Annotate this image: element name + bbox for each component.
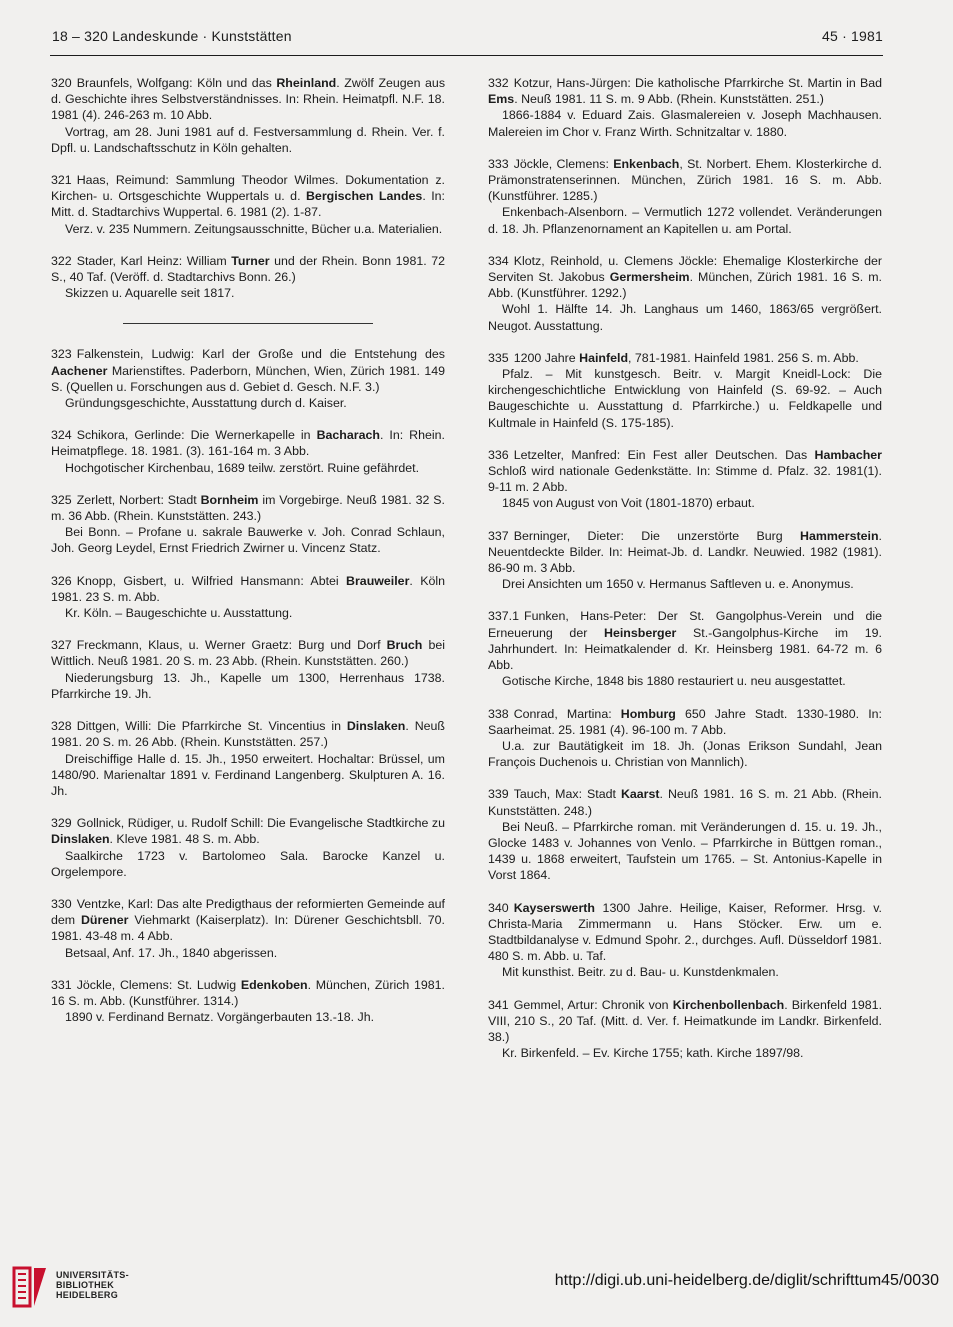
entry-text-before: Dittgen, Willi: Die Pfarrkirche St. Vincentius in: [76, 719, 347, 734]
entry-number: 331: [51, 977, 72, 992]
entry-text-after: . Neuentdeckte Bilder. In: Heimat-Jb. d. Landkr. Neuwied. 1982 (1981). 86-90 m. 3 Abb.: [488, 528, 882, 576]
entry-citation: [488, 75, 882, 107]
entry-annotation: Saalkirche 1723 v. Bartolomeo Sala. Barocke Kanzel u. Orgelempore.: [51, 848, 445, 879]
bibliography-entry-324: [51, 427, 445, 476]
entry-text-before: Jöckle, Clemens: St. Ludwig: [76, 977, 241, 992]
bibliography-entry-323: [51, 346, 445, 411]
entry-place-keyword: Aachener: [51, 363, 108, 378]
header-rule: [50, 55, 883, 56]
entry-annotation: Hochgotischer Kirchenbau, 1689 teilw. zerstört. Ruine gefährdet.: [65, 460, 420, 475]
source-url-link[interactable]: http://digi.ub.uni-heidelberg.de/diglit/schrifttum45/0030: [554, 1272, 939, 1289]
entry-number: 337: [488, 528, 509, 543]
bibliography-entry-337.1: [488, 608, 882, 689]
entry-number: 338: [488, 706, 509, 721]
entry-text-before: Haas, Reimund: Sammlung Theodor Wilmes. Dokumentation z. Kirchen- u. Ortsgeschichte Wuppertals u. d.: [51, 173, 445, 204]
entry-citation: [488, 253, 882, 302]
entry-annotation: Gründungsgeschichte, Ausstattung durch d. Kaiser.: [65, 396, 347, 411]
entry-place-keyword: Rheinland: [276, 76, 337, 90]
entry-text-after: , 781-1981. Hainfeld 1981. 256 S. m. Abb.: [628, 350, 859, 365]
entry-text-before: Gollnick, Rüdiger, u. Rudolf Schill: Die Evangelische Stadtkirche zu: [76, 816, 445, 831]
section-separator: [123, 323, 373, 324]
entry-annotation: Pfalz. – Mit kunstgesch. Beitr. v. Margit Kneidl-Lock: Die kirchengeschichtliche Entwicklung von Hainfeld (S. 69-92. – Auch Baugeschichte u. Ausstattung d. Pfarrkirche.) u. Feldkapelle und Kultmale in Hainfeld (S. 175-185).: [488, 367, 882, 430]
entry-text-after: Viehmarkt (Kaiserplatz). In: Dürener Geschichtsbll. 70. 1981. 43-48 m. 4 Abb.: [51, 913, 445, 944]
entry-text-before: Falkenstein, Ludwig: Karl der Große und die Entstehung des: [76, 347, 445, 362]
entry-text-after: . Neuß 1981. 20 S. m. 26 Abb. (Rhein. Kunststätten. 257.): [51, 719, 445, 750]
entry-text-before: Conrad, Martina:: [513, 706, 621, 721]
entry-text-before: Gemmel, Artur: Chronik von: [513, 997, 673, 1012]
entry-place-keyword: Bornheim: [200, 492, 259, 507]
entry-annotation: Bei Neuß. – Pfarrkirche roman. mit Veränderungen d. 15. u. 19. Jh., Glocke 1483 v. Johannes von Venlo. – Pfarrkirche in Büttgen roman., 1439 u. 1868 erweitert, Taufstein um 1765. – St. Antonius-Kapelle in Vorst 1864.: [488, 819, 882, 883]
bibliography-entry-333: [488, 156, 882, 237]
entry-text-before: Freckmann, Klaus, u. Werner Graetz: Burg und Dorf: [76, 638, 387, 653]
entry-place-keyword: Homburg: [620, 706, 676, 721]
entry-citation: [488, 447, 882, 496]
entry-number: 341: [488, 997, 509, 1012]
entry-place-keyword: Bergischen Landes: [305, 189, 423, 204]
entry-place-keyword: Bacharach: [316, 428, 380, 443]
entry-place-keyword: Dinslaken: [51, 832, 110, 847]
entry-number: 321: [51, 173, 72, 188]
library-logo-text: [56, 1270, 129, 1300]
entry-text-after: St.-Gangolphus-Kirche im 19. Jahrhundert. In: Heimatkalender d. Kr. Heinsberg 1981. 64-72 m. 6 Abb.: [488, 625, 882, 673]
entry-citation: [51, 718, 445, 750]
entry-text-after: , St. Norbert. Ehem. Klosterkirche d. Prämonstratenserinnen. München, Zürich 1981. 16 S. m. Abb. (Kunstführer. 1285.): [488, 156, 882, 204]
bibliography-entry-322: [51, 253, 445, 302]
entry-citation: [488, 350, 882, 366]
entry-place-keyword: Brauweiler: [346, 573, 410, 588]
entry-annotation: U.a. zur Bautätigkeit im 18. Jh. (Jonas Erikson Sundahl, Jean François Duchenois u. Christian von Mannlich).: [488, 738, 882, 770]
bibliography-entry-332: [488, 75, 882, 140]
entry-number: 330: [51, 896, 72, 911]
entry-place-keyword: Ems: [488, 92, 515, 107]
entry-citation: [51, 492, 445, 524]
entry-text-after: . Neuß 1981. 16 S. m. 21 Abb. (Rhein. Kunststätten. 248.): [488, 787, 882, 818]
entry-place-keyword: Bruch: [386, 638, 423, 653]
entry-number: 336: [488, 447, 509, 462]
entry-number: 322: [51, 253, 72, 268]
entry-text-before: Tauch, Max: Stadt: [513, 787, 621, 802]
entry-annotation: 1845 von August von Voit (1801-1870) erbaut.: [502, 496, 755, 511]
entry-text-after: . In: Mitt. d. Stadtarchivs Wuppertal. 6. 1981 (2). 1-87.: [51, 189, 445, 220]
bibliography-entry-340: [488, 900, 882, 981]
entry-text-before: Jöckle, Clemens:: [513, 156, 614, 171]
entry-number: 325: [51, 492, 72, 507]
entry-citation: [488, 706, 882, 738]
entry-citation: [488, 900, 882, 965]
bibliography-entry-326: [51, 573, 445, 622]
entry-annotation: Dreischiffige Halle d. 15. Jh., 1950 erweitert. Hochaltar: Brüssel, um 1480/90. Marienaltar 1891 v. Ferdinand Langenberg. Skulpturen A. 16. Jh.: [51, 751, 445, 798]
entry-text-after: . Neuß 1981. 11 S. m. 9 Abb. (Rhein. Kunststätten. 251.): [514, 92, 824, 107]
header-left: 18 – 320 Landeskunde · Kunststätten: [52, 28, 292, 44]
entry-place-keyword: Hammerstein: [800, 528, 879, 543]
entry-text-before: Letzelter, Manfred: Ein Fest aller Deutschen. Das: [513, 447, 815, 462]
entry-place-keyword: Kirchenbollenbach: [672, 997, 785, 1012]
bibliography-entry-336: [488, 447, 882, 512]
entry-annotation: 1890 v. Ferdinand Bernatz. Vorgängerbauten 13.-18. Jh.: [65, 1010, 375, 1025]
entry-citation: [51, 172, 445, 221]
bibliography-entry-328: [51, 718, 445, 799]
entry-annotation: Wohl 1. Hälfte 14. Jh. Langhaus um 1460, 1863/65 vergrößert. Neugot. Ausstattung.: [488, 302, 882, 333]
header-right: 45 · 1981: [822, 28, 883, 44]
entry-text-before: Stader, Karl Heinz: William: [76, 253, 232, 268]
entry-text-before: Ventzke, Karl: Das alte Predigthaus der reformierten Gemeinde auf dem: [51, 896, 445, 928]
entry-text-after: und der Rhein. Bonn 1981. 72 S., 40 Taf. (Veröff. d. Stadtarchivs Bonn. 26.): [51, 253, 445, 285]
entry-number: 332: [488, 76, 509, 90]
entry-citation: [51, 75, 445, 124]
library-logo-icon: [10, 1264, 50, 1310]
entry-text-after: 650 Jahre Stadt. 1330-1980. In: Saarheimat. 25. 1981 (4). 96-100 m. 7 Abb.: [488, 706, 882, 737]
entry-place-keyword: Kayserswerth: [513, 900, 595, 915]
bibliography-entry-320: [51, 75, 445, 156]
entry-number: 329: [51, 816, 72, 831]
entry-number: 326: [51, 573, 72, 588]
logo-line-1: UNIVERSITÄTS-: [56, 1270, 129, 1280]
entry-number: 324: [51, 428, 72, 443]
entry-citation: [51, 637, 445, 669]
entry-text-before: Funken, Hans-Peter: Der St. Gangolphus-Verein und die Erneuerung der: [488, 609, 882, 640]
entry-place-keyword: Enkenbach: [613, 156, 680, 171]
logo-line-2: BIBLIOTHEK: [56, 1280, 114, 1290]
entry-text-after: . Birkenfeld 1981. VIII, 210 S., 20 Taf. (Mitt. d. Ver. f. Heimatkunde im Landkr. Birkenfeld. 38.): [488, 997, 883, 1044]
entry-number: 327: [51, 638, 72, 653]
entry-place-keyword: Dürener: [80, 913, 129, 928]
entry-text-after: . Kleve 1981. 48 S. m. Abb.: [109, 832, 260, 847]
entry-citation: [51, 977, 445, 1009]
entry-number: 333: [488, 156, 509, 171]
bibliography-entry-327: [51, 637, 445, 702]
entry-text-before: Berninger, Dieter: Die unzerstörte Burg: [513, 528, 801, 543]
entry-number: 334: [488, 253, 509, 268]
entry-text-after: . München, Zürich 1981. 16 S. m. Abb. (Kunstführer. 1314.): [51, 977, 445, 1008]
bibliography-entry-331: [51, 977, 445, 1026]
entry-place-keyword: Edenkoben: [240, 977, 308, 992]
entry-citation: [488, 608, 882, 673]
bibliography-entry-338: [488, 706, 882, 771]
entry-citation: [488, 528, 882, 577]
entry-place-keyword: Kaarst: [620, 787, 660, 802]
entry-annotation: Betsaal, Anf. 17. Jh., 1840 abgerissen.: [65, 945, 278, 960]
entry-number: 339: [488, 787, 509, 802]
entry-text-before: Klotz, Reinhold, u. Clemens Jöckle: Ehemalige Klosterkirche der Serviten St. Jakobus: [488, 253, 882, 285]
bibliography-entry-330: [51, 896, 445, 961]
entry-annotation: Verz. v. 235 Nummern. Zeitungsausschnitte, Bücher u.a. Materialien.: [65, 221, 443, 236]
entry-place-keyword: Hainfeld: [579, 350, 629, 365]
entry-text-after: Schloß wird nationale Gedenkstätte. In: Stimme d. Pfalz. 32. 1981(1). 9-11 m. 2 Abb.: [488, 464, 882, 495]
entry-text-after: 1300 Jahre. Heilige, Kaiser, Reformer. Hrsg. v. Christa-Maria Zimmermann u. Hans Stöcker. Erw. um e. Stadtbildanalyse v. Edmund Spohr. 2., durchges. Aufl. Düsseldorf 1981. 480 S. m. Abb. u. Taf.: [488, 900, 882, 964]
bibliography-entry-341: [488, 997, 882, 1062]
right-column: [488, 75, 882, 1077]
bibliography-entry-337: [488, 528, 882, 593]
entry-citation: [51, 573, 445, 605]
entry-citation: [488, 156, 882, 205]
entry-annotation: Vortrag, am 28. Juni 1981 auf d. Festversammlung d. Rhein. Ver. f. Dpfl. u. Landschaftsschutz in Köln gehalten.: [51, 124, 445, 155]
entry-citation: [51, 896, 445, 945]
entry-text-after: Marienstiftes. Paderborn, München, Wien, Zürich 1981. 149 S. (Quellen u. Forschungen aus d. Gebiet d. Gesch. N.F. 3.): [51, 363, 445, 394]
entry-text-after: im Vorgebirge. Neuß 1981. 32 S. m. 36 Abb. (Rhein. Kunststätten. 243.): [51, 492, 446, 524]
entry-citation: [51, 253, 445, 285]
entry-annotation: Kr. Birkenfeld. – Ev. Kirche 1755; kath. Kirche 1897/98.: [502, 1046, 804, 1061]
entry-text-after: . In: Rhein. Heimatpflege. 18. 1981. (3). 161-164 m. 3 Abb.: [51, 428, 445, 459]
entry-text-after: . Köln 1981. 23 S. m. Abb.: [51, 573, 445, 604]
entry-place-keyword: Hambacher: [814, 447, 882, 462]
entry-text-before: Kotzur, Hans-Jürgen: Die katholische Pfarrkirche St. Martin in Bad: [513, 76, 882, 90]
page-header: [52, 28, 883, 50]
left-column: [51, 75, 445, 1041]
entry-annotation: Skizzen u. Aquarelle seit 1817.: [65, 286, 235, 301]
entry-citation: [488, 786, 882, 818]
bibliography-entry-321: [51, 172, 445, 237]
entry-text-after: . Zwölf Zeugen aus d. Geschichte ihres Selbstverständnisses. In: Rhein. Heimatpfl. N.F. 18. 1981 (4). 246-263 m. 10 Abb.: [51, 76, 446, 123]
entry-place-keyword: Germersheim: [609, 270, 690, 285]
entry-text-before: Zerlett, Norbert: Stadt: [76, 492, 201, 507]
entry-number: 337.1: [488, 609, 520, 624]
bibliography-entry-329: [51, 815, 445, 880]
entry-number: 320: [51, 76, 72, 90]
bibliography-entry-334: [488, 253, 882, 334]
entry-citation: [51, 346, 445, 395]
entry-annotation: 1866-1884 v. Eduard Zais. Glasmalereien v. Joseph Machhausen. Malereien im Chor v. Franz Wirth. Schnitzaltar v. 1880.: [488, 108, 882, 139]
entry-number: 323: [51, 347, 72, 362]
library-logo: [10, 1262, 150, 1312]
entry-text-before: Schikora, Gerlinde: Die Wernerkapelle in: [76, 428, 317, 443]
entry-annotation: Kr. Köln. – Baugeschichte u. Ausstattung.: [65, 606, 293, 621]
bibliography-entry-325: [51, 492, 445, 557]
entry-annotation: Drei Ansichten um 1650 v. Hermanus Saftleven u. e. Anonymus.: [502, 577, 854, 592]
entry-annotation: Gotische Kirche, 1848 bis 1880 restauriert u. neu ausgestattet.: [502, 674, 846, 689]
entry-citation: [51, 427, 445, 459]
entry-citation: [488, 997, 882, 1046]
entry-number: 328: [51, 719, 72, 734]
entry-number: 335: [488, 350, 509, 365]
entry-place-keyword: Turner: [231, 253, 270, 268]
entry-annotation: Mit kunsthist. Beitr. zu d. Bau- u. Kunstdenkmalen.: [502, 965, 779, 980]
logo-line-3: HEIDELBERG: [56, 1290, 119, 1300]
entry-citation: [51, 815, 445, 847]
entry-place-keyword: Dinslaken: [346, 719, 406, 734]
bibliography-entry-339: [488, 786, 882, 883]
entry-annotation: Bei Bonn. – Profane u. sakrale Bauwerke v. Joh. Conrad Schlaun, Joh. Georg Leydel, Ernst Friedrich Zwirner u. Vincenz Statz.: [51, 525, 445, 556]
entry-text-after: bei Wittlich. Neuß 1981. 20 S. m. 23 Abb. (Rhein. Kunststätten. 260.): [51, 638, 445, 669]
entry-annotation: Niederungsburg 13. Jh., Kapelle um 1300, Herrenhaus 1738. Pfarrkirche 19. Jh.: [51, 670, 445, 701]
entry-number: 340: [488, 900, 509, 915]
entry-text-before: 1200 Jahre: [513, 350, 580, 365]
entry-place-keyword: Heinsberger: [604, 625, 677, 640]
entry-text-after: . München, Zürich 1981. 16 S. m. Abb. (Kunstführer. 1292.): [488, 270, 882, 301]
entry-text-before: Knopp, Gisbert, u. Wilfried Hansmann: Abtei: [76, 573, 347, 588]
entry-text-before: Braunfels, Wolfgang: Köln und das: [76, 76, 277, 90]
entry-annotation: Enkenbach-Alsenborn. – Vermutlich 1272 vollendet. Veränderungen d. 18. Jh. Pflanzenornament an Kapitellen u. am Portal.: [488, 205, 882, 236]
bibliography-entry-335: [488, 350, 882, 431]
